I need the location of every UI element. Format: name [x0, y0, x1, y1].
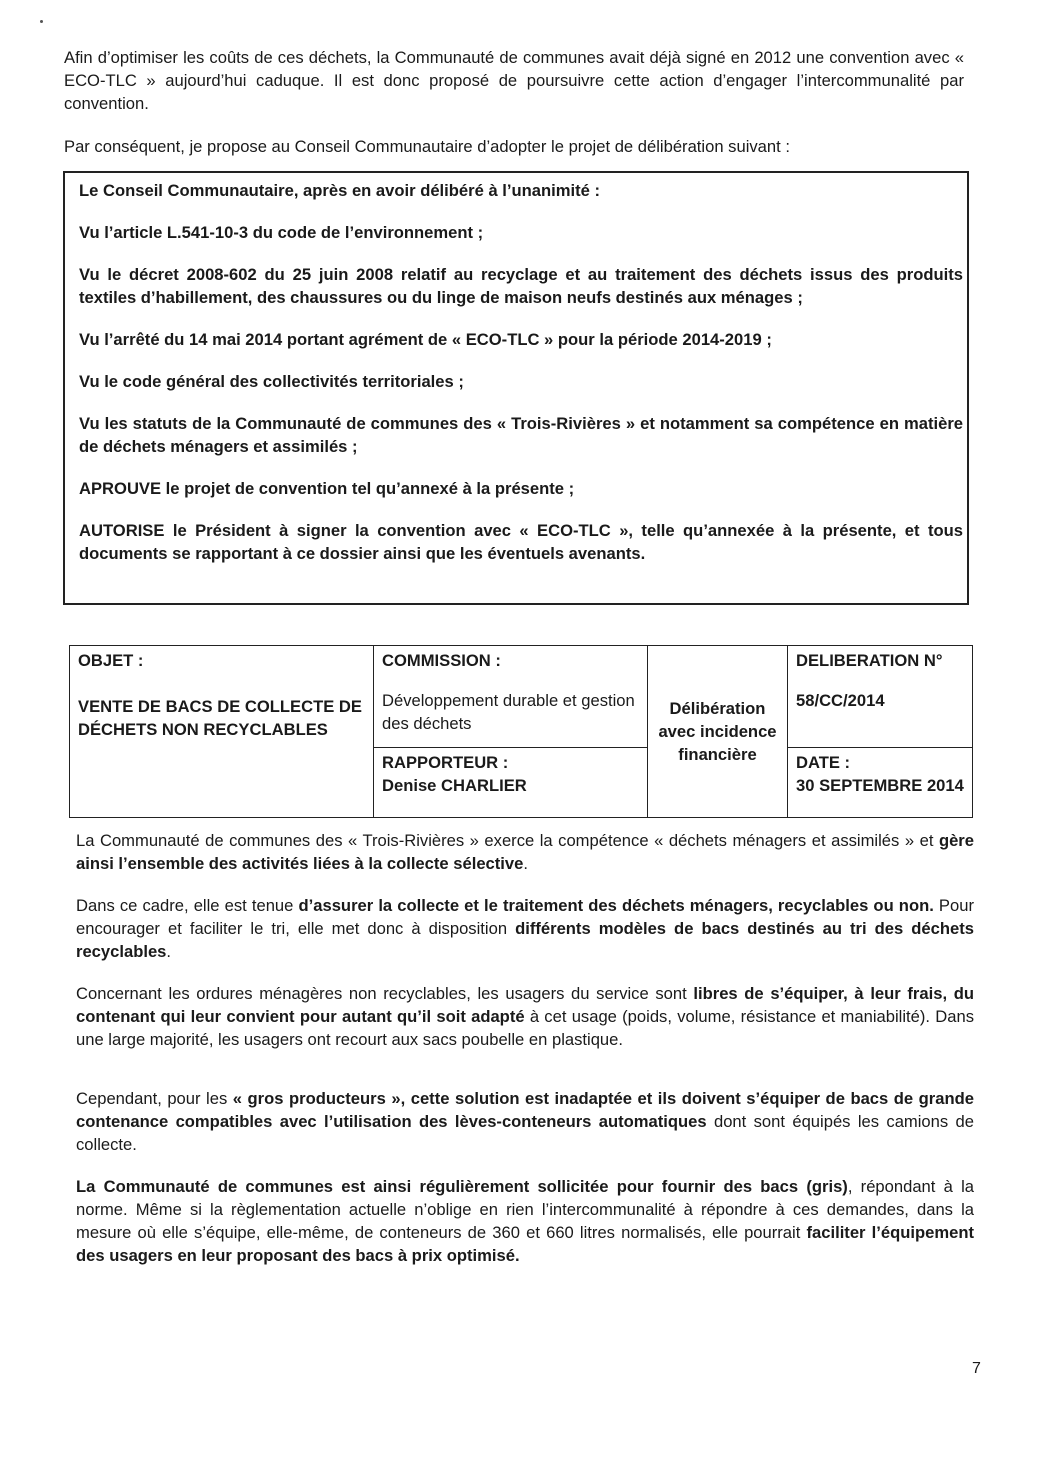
incidence-text: Délibération avec incidence financière — [658, 699, 777, 764]
box-line-6: Vu les statuts de la Communauté de communes des « Trois-Rivières » et notamment sa compétence en matière de déchets ménagers et assimilés ; — [79, 414, 963, 456]
body-paragraph-1: La Communauté de communes des « Trois-Rivières » exerce la compétence « déchets ménagers et assimilés » et gère ainsi l’ensemble des activités liées à la collecte sélective. — [76, 831, 974, 873]
commission-label: COMMISSION : — [382, 651, 501, 670]
deliberation-box — [63, 171, 969, 605]
rapporteur-label: RAPPORTEUR : — [382, 753, 509, 772]
date-label: DATE : — [796, 753, 851, 772]
box-line-3: Vu le décret 2008-602 du 25 juin 2008 relatif au recyclage et au traitement des déchets issus des produits textiles d’habillement, des chaussures ou du linge de maison neufs destinés aux ménages ; — [79, 265, 963, 307]
objet-label: OBJET : — [78, 651, 144, 670]
body-paragraph-5: La Communauté de communes est ainsi régulièrement sollicitée pour fournir des bacs (gris), répondant à la norme. Même si la règlementation actuelle n’oblige en rien l’intercommunalité à répondre à ces demandes, dans la mesure où elle s’équipe, elle-même, de conteneurs de 360 et 660 litres normalisés, elle pourrait faciliter l’équipement des usagers en leur proposant des bacs à prix optimisé. — [76, 1177, 974, 1265]
box-line-7: APROUVE le projet de convention tel qu’annexé à la présente ; — [79, 479, 575, 498]
deliberation-number-cell — [788, 646, 973, 748]
scan-speck — [40, 20, 43, 23]
date-cell — [788, 748, 973, 818]
date-value: 30 SEPTEMBRE 2014 — [796, 776, 964, 795]
body-paragraph-2: Dans ce cadre, elle est tenue d’assurer la collecte et le traitement des déchets ménagers, recyclables ou non. Pour encourager et faciliter le tri, elle met donc à disposition différents modèles de bacs destinés au tri des déchets recyclables. — [76, 896, 974, 961]
deliberation-meta-table — [69, 645, 973, 818]
body-paragraph-4: Cependant, pour les « gros producteurs », cette solution est inadaptée et ils doivent s’équiper de bacs de grande contenance compatibles avec l’utilisation des lèves-conteneurs automatiques dont sont équipés les camions de collecte. — [76, 1089, 974, 1154]
rapporteur-value: Denise CHARLIER — [382, 776, 527, 795]
intro-paragraph-2: Par conséquent, je propose au Conseil Communautaire d’adopter le projet de délibération suivant : — [64, 137, 790, 156]
commission-value: Développement durable et gestion des déchets — [382, 691, 635, 733]
box-line-8: AUTORISE le Président à signer la convention avec « ECO-TLC », telle qu’annexée à la présente, et tous documents se rapportant à ce dossier ainsi que les éventuels avenants. — [79, 521, 963, 563]
box-line-5: Vu le code général des collectivités territoriales ; — [79, 372, 464, 391]
commission-cell — [374, 646, 648, 748]
box-line-4: Vu l’arrêté du 14 mai 2014 portant agrément de « ECO-TLC » pour la période 2014-2019 ; — [79, 330, 772, 349]
objet-cell — [70, 646, 374, 818]
objet-value: VENTE DE BACS DE COLLECTE DE DÉCHETS NON RECYCLABLES — [78, 697, 362, 739]
incidence-cell — [648, 646, 788, 818]
body-paragraph-3: Concernant les ordures ménagères non recyclables, les usagers du service sont libres de s’équiper, à leur frais, du contenant qui leur convient pour autant qu’il soit adapté à cet usage (poids, volume, résistance et maniabilité). Dans une large majorité, les usagers ont recourt aux sacs poubelle en plastique. — [76, 984, 974, 1049]
intro-paragraph-1: Afin d’optimiser les coûts de ces déchets, la Communauté de communes avait déjà signé en 2012 une convention avec « ECO-TLC » aujourd’hui caduque. Il est donc proposé de poursuivre cette action d’engager l’intercommunalité par convention. — [64, 48, 964, 113]
deliberation-value: 58/CC/2014 — [796, 691, 885, 710]
box-line-2: Vu l’article L.541-10-3 du code de l’environnement ; — [79, 223, 484, 242]
page-number: 7 — [972, 1360, 981, 1377]
box-line-1: Le Conseil Communautaire, après en avoir délibéré à l’unanimité : — [79, 181, 601, 200]
rapporteur-cell — [374, 748, 648, 818]
deliberation-label: DELIBERATION N° — [796, 651, 943, 670]
